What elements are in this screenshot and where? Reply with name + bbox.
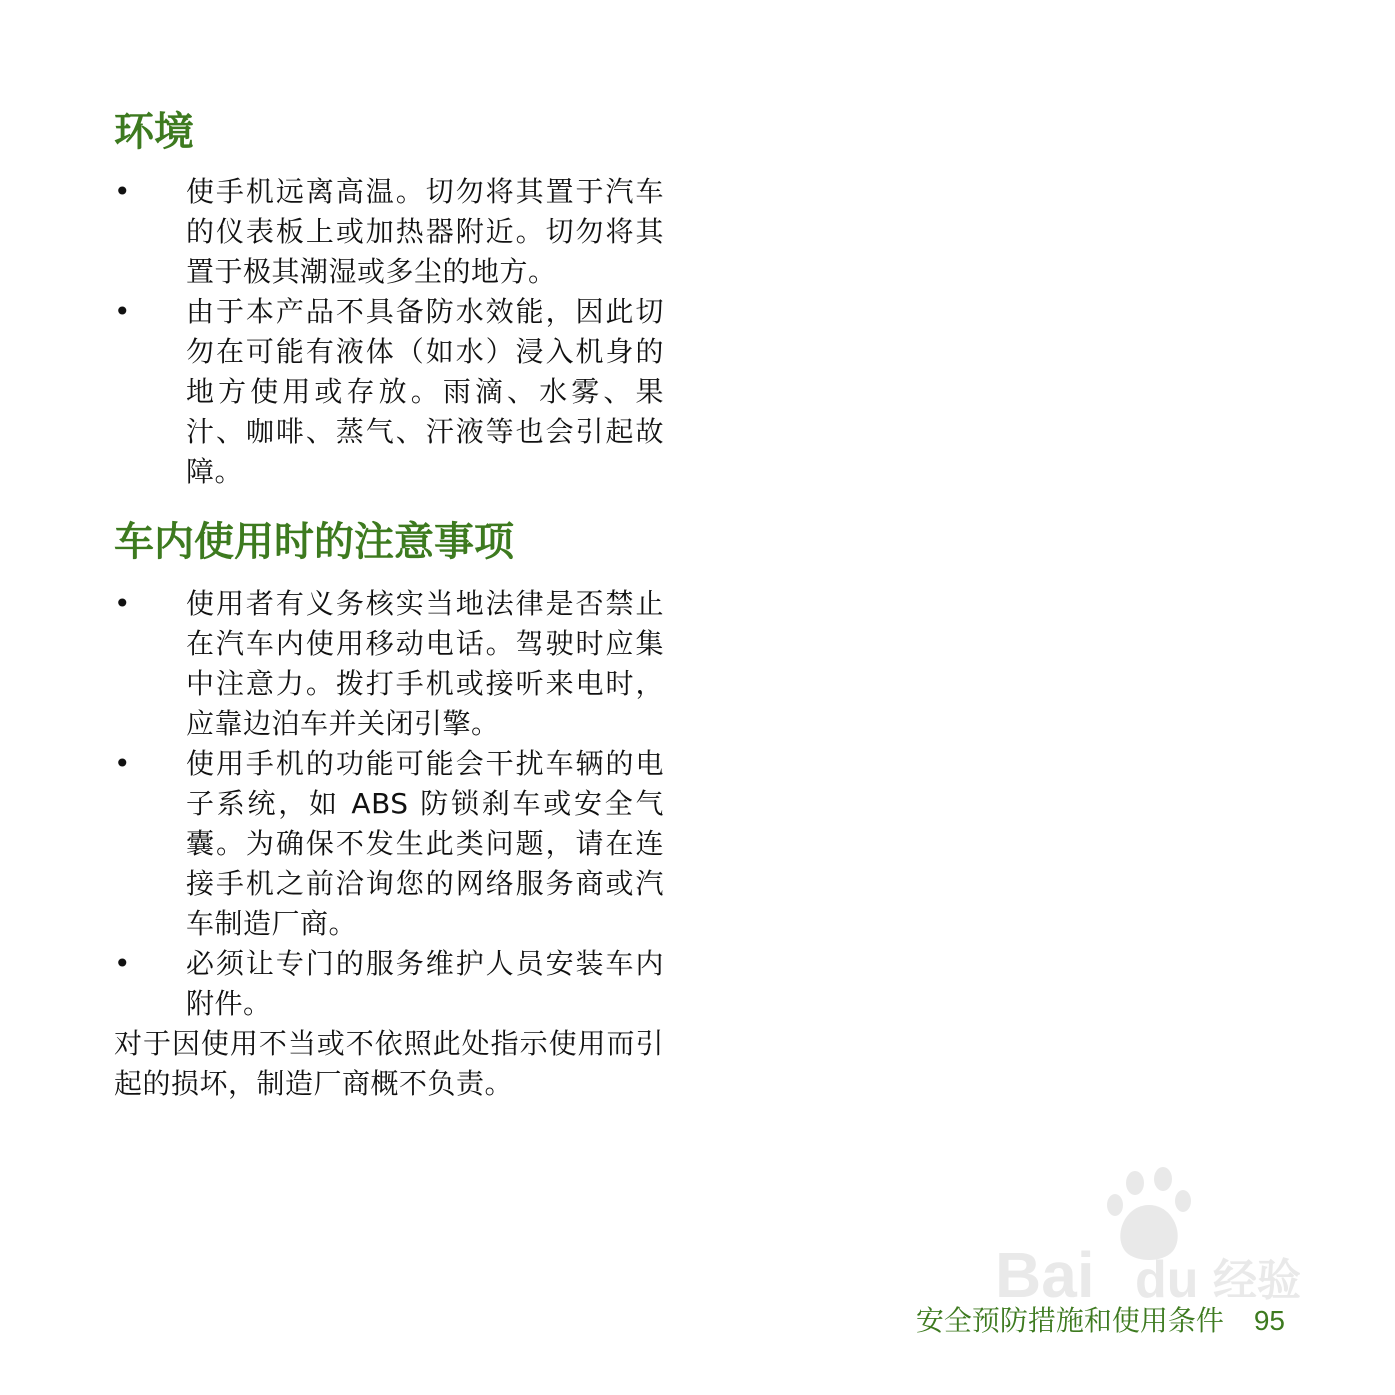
bullet-icon: • [114, 747, 132, 780]
bullet-text: 由于本产品不具备防水效能，因此切勿在可能有液体（如水）浸入机身的地方使用或存放。雨滴、水雾、果汁、咖啡、蒸气、汗液等也会引起故障。 [186, 295, 664, 488]
section-heading-environment: 环境 [114, 109, 194, 155]
page-footer [916, 1303, 1285, 1339]
list-item [114, 744, 664, 944]
list-item [114, 292, 664, 492]
list-item [114, 172, 664, 292]
in-car-bullet-list [114, 584, 664, 1024]
bullet-text: 使用手机的功能可能会干扰车辆的电子系统，如 ABS 防锁刹车或安全气囊。为确保不发生此类问题，请在连接手机之前洽询您的网络服务商或汽车制造厂商。 [186, 747, 664, 940]
disclaimer-note: 对于因使用不当或不依照此处指示使用而引起的损坏，制造厂商概不负责。 [114, 1027, 664, 1100]
bullet-icon: • [114, 947, 132, 980]
content-column [114, 104, 664, 1104]
footer-title: 安全预防措施和使用条件 [915, 1304, 1224, 1337]
list-item [114, 584, 664, 744]
svg-text:du: du [1135, 1251, 1199, 1309]
page-number: 95 [1253, 1305, 1285, 1336]
bullet-icon: • [114, 295, 132, 328]
bullet-icon: • [114, 587, 132, 620]
bullet-text: 使手机远离高温。切勿将其置于汽车的仪表板上或加热器附近。切勿将其置于极其潮湿或多尘的地方。 [186, 175, 664, 288]
baidu-jingyan-watermark-logo [985, 1165, 1305, 1315]
environment-bullet-list [114, 172, 664, 492]
section-heading-in-car: 车内使用时的注意事项 [114, 519, 514, 565]
svg-text:经验: 经验 [1213, 1255, 1301, 1306]
svg-text:Bai: Bai [995, 1239, 1095, 1311]
bullet-icon: • [114, 175, 132, 208]
bullet-text: 必须让专门的服务维护人员安装车内附件。 [186, 947, 664, 1020]
bullet-text: 使用者有义务核实当地法律是否禁止在汽车内使用移动电话。驾驶时应集中注意力。拨打手机或接听来电时，应靠边泊车并关闭引擎。 [186, 587, 664, 740]
list-item [114, 944, 664, 1024]
